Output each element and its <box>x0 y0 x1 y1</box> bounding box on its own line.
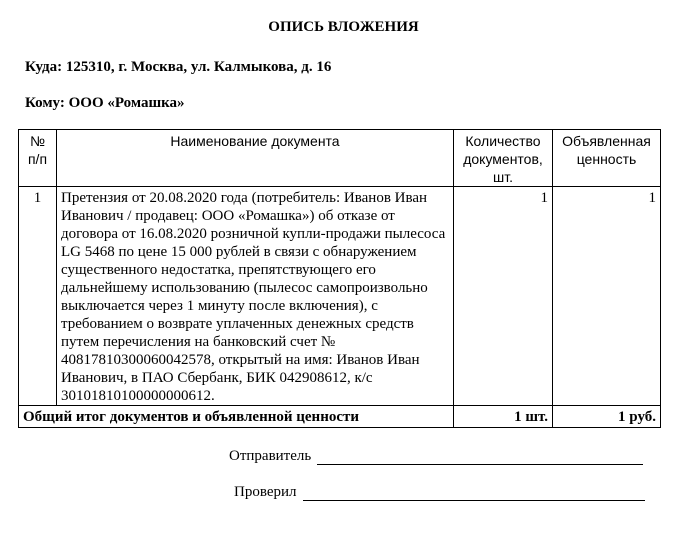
sender-signature <box>229 448 643 465</box>
recipient-name: Кому: ООО «Ромашка» <box>25 95 185 111</box>
table-total-row <box>19 406 661 428</box>
total-value: 1 руб. <box>553 406 661 428</box>
sender-signature-line <box>317 450 643 465</box>
header-value: Объявленная ценность <box>553 130 661 187</box>
checker-signature-line <box>303 486 645 501</box>
total-label: Общий итог документов и объявленной ценности <box>19 406 454 428</box>
row-value: 1 <box>553 187 661 406</box>
header-quantity: Количество документов, шт. <box>454 130 553 187</box>
sender-label: Отправитель <box>229 448 312 464</box>
checker-label: Проверил <box>234 484 297 500</box>
row-num: 1 <box>19 187 57 406</box>
header-name: Наименование документа <box>57 130 454 187</box>
checker-signature <box>234 484 645 501</box>
inventory-table <box>18 129 661 428</box>
header-num: № п/п <box>19 130 57 187</box>
row-document-name: Претензия от 20.08.2020 года (потребитель: Иванов Иван Иванович / продавец: ООО «Ромашка») об отказе от договора от 16.08.2020 розничной купли-продажи пылесоса LG 5468 по цене 15 000 рублей в связи с обнаружением существенного недостатка, препятствующего его дальнейшему использованию (пылесос самопроизвольно выключается через 1 минуту после включения), с требованием о возврате уплаченных денежных средств путем перечисления на банковский счет № 40817810300060042578, открытый на имя: Иванов Иван Иванович, в ПАО Сбербанк, БИК 042908612, к/с 30101810100000000612. <box>57 187 454 406</box>
recipient-address: Куда: 125310, г. Москва, ул. Калмыкова, д. 16 <box>25 59 332 75</box>
document-title: ОПИСЬ ВЛОЖЕНИЯ <box>268 19 419 35</box>
row-quantity: 1 <box>454 187 553 406</box>
table-header-row <box>19 130 661 187</box>
total-quantity: 1 шт. <box>454 406 553 428</box>
table-row <box>19 187 661 406</box>
